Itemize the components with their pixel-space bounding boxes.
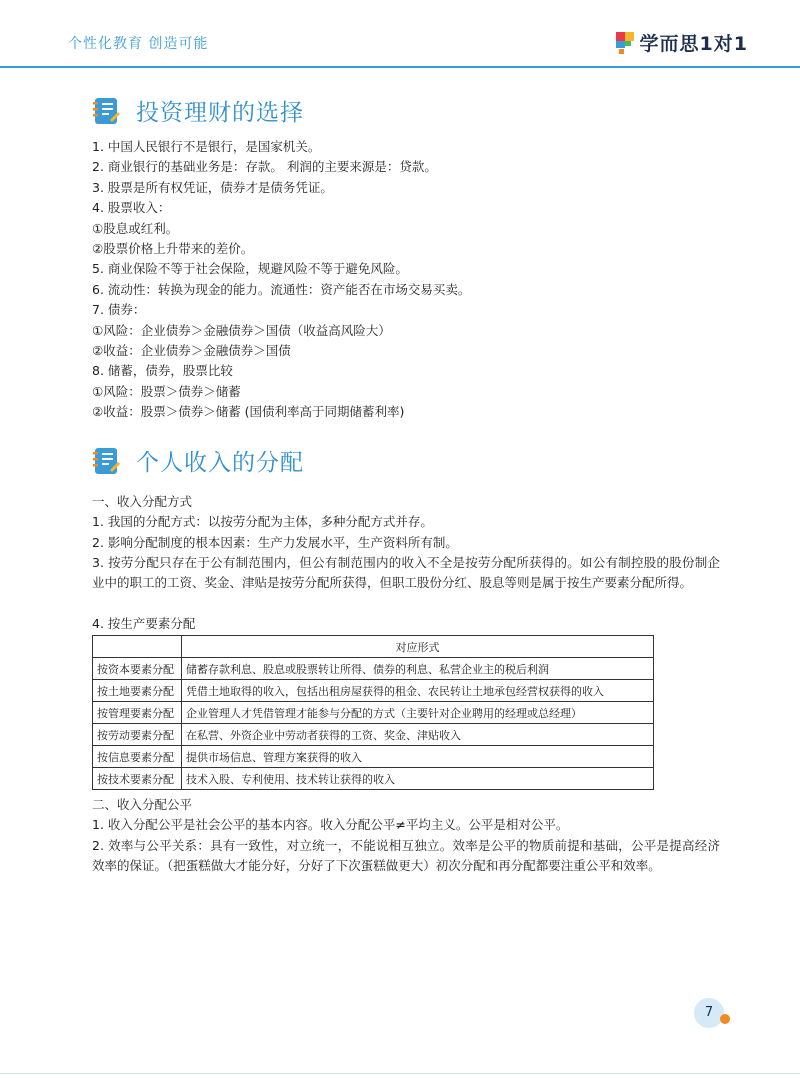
table-cell: 按管理要素分配 (93, 702, 182, 724)
table-header-cell: 对应形式 (182, 636, 654, 658)
table-row (93, 746, 654, 768)
table-cell: 在私营、外资企业中劳动者获得的工资、奖金、津贴收入 (182, 724, 654, 746)
list-item: 8. 储蓄，债券，股票比较 (92, 363, 233, 379)
list-item: ②收益：企业债券＞金融债券＞国债 (92, 343, 291, 359)
notebook-icon (92, 446, 122, 476)
table-cell: 按劳动要素分配 (93, 724, 182, 746)
investment-list (92, 137, 732, 423)
table-cell: 按土地要素分配 (93, 680, 182, 702)
list-item: 5. 商业保险不等于社会保险，规避风险不等于避免风险。 (92, 261, 408, 277)
section-title-investment (92, 94, 304, 127)
paragraph: 3. 按劳分配只存在于公有制范围内，但公有制范围内的收入不全是按劳分配所获得的。如公有制控股的股份制企业中的职工的工资、奖金、津贴是按劳分配所获得，但职工股份分红、股息等则是属于按生产要素分配所得。 (92, 555, 720, 591)
table-header-row (93, 636, 654, 658)
table-header-cell (93, 636, 182, 658)
section-title-income (92, 444, 304, 477)
list-item: 6. 流动性：转换为现金的能力。流通性：资产能否在市场交易买卖。 (92, 281, 471, 297)
header-tagline: 个性化教育 创造可能 (68, 36, 209, 52)
list-item: 二、收入分配公平 (92, 797, 193, 812)
list-item: 1. 中国人民银行不是银行，是国家机关。 (92, 139, 321, 154)
list-item: 一、收入分配方式 (92, 494, 193, 509)
table-cell: 企业管理人才凭借管理才能参与分配的方式（主要针对企业聘用的经理或总经理） (182, 702, 654, 724)
notebook-icon (92, 96, 122, 126)
logo-text: 学而思1对1 (639, 32, 748, 55)
income-list-heading (92, 614, 732, 634)
table-row (93, 658, 654, 680)
header-divider (0, 66, 800, 68)
brand-logo (616, 28, 748, 56)
page-header (0, 0, 800, 66)
footer-divider (0, 1073, 800, 1074)
allocation-table (92, 635, 654, 790)
list-item: ①风险：股票＞债券＞储蓄 (92, 383, 241, 399)
income-list-b (92, 795, 732, 836)
section-title-text: 投资理财的选择 (136, 100, 304, 126)
list-item: 2. 影响分配制度的根本因素：生产力发展水平，生产资料所有制。 (92, 534, 458, 550)
list-item: 3. 股票是所有权凭证，债券才是债务凭证。 (92, 179, 333, 195)
table-cell: 提供市场信息、管理方案获得的收入 (182, 746, 654, 768)
table-row (93, 724, 654, 746)
page-number: 7 (694, 998, 724, 1028)
list-item: 4. 按生产要素分配 (92, 616, 196, 631)
list-item: 1. 收入分配公平是社会公平的基本内容。收入分配公平≠平均主义。公平是相对公平。 (92, 817, 569, 833)
page-number-dot (720, 1014, 730, 1024)
income-list-a (92, 492, 732, 553)
list-item: 2. 商业银行的基础业务是：存款。 利润的主要来源是：贷款。 (92, 159, 437, 175)
table-cell: 按信息要素分配 (93, 746, 182, 768)
list-item: 4. 股票收入： (92, 200, 171, 216)
list-item: ②收益：股票＞债券＞储蓄 (国债利率高于同期储蓄利率) (92, 404, 405, 420)
table-row (93, 768, 654, 790)
table-cell: 按技术要素分配 (93, 768, 182, 790)
table-row (93, 680, 654, 702)
list-item: 1. 我国的分配方式：以按劳分配为主体，多种分配方式并存。 (92, 514, 433, 530)
paragraph: 2. 效率与公平关系：具有一致性，对立统一，不能说相互独立。效率是公平的物质前提和基础，公平是提高经济效率的保证。（把蛋糕做大才能分好，分好了下次蛋糕做更大）初次分配和再分配都要注重公平和效率。 (92, 838, 720, 874)
table-cell: 按资本要素分配 (93, 658, 182, 680)
table-cell: 储蓄存款利息、股息或股票转让所得、债券的利息、私营企业主的税后利润 (182, 658, 654, 680)
table-cell: 技术入股、专利使用、技术转让获得的收入 (182, 768, 654, 790)
list-item: 7. 债券： (92, 302, 146, 318)
list-item: ①风险：企业债券＞金融债券＞国债（收益高风险大） (92, 322, 391, 338)
list-item: ②股票价格上升带来的差价。 (92, 241, 254, 257)
logo-mark-icon (616, 30, 636, 54)
section-title-text: 个人收入的分配 (136, 450, 304, 476)
table-cell: 凭借土地取得的收入，包括出租房屋获得的租金、农民转让土地承包经营权获得的收入 (182, 680, 654, 702)
table-row (93, 702, 654, 724)
list-item: ①股息或红利。 (92, 220, 179, 236)
